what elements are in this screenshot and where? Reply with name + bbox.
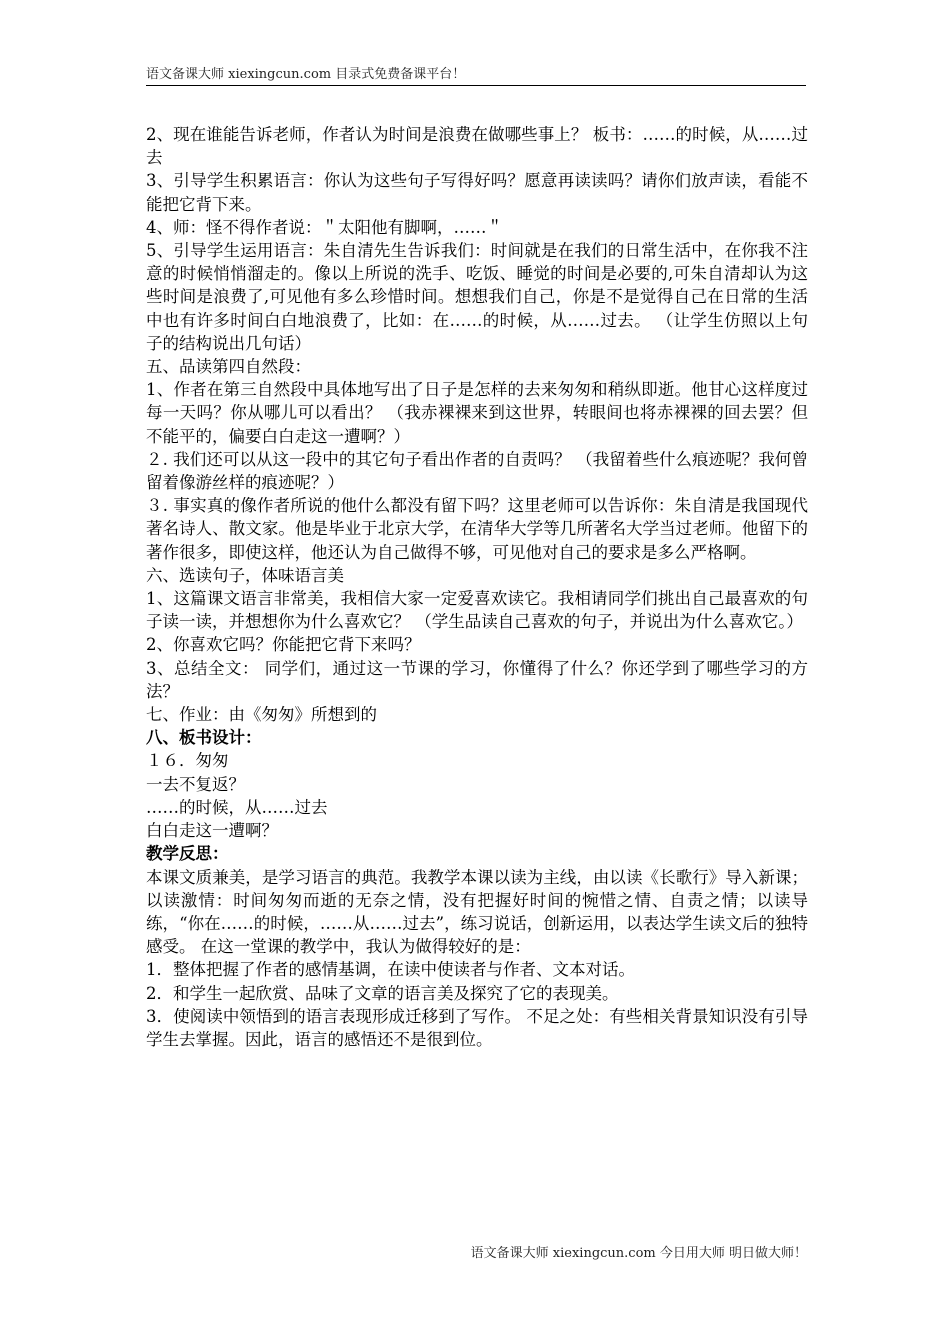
paragraph: 3、总结全文： 同学们，通过这一节课的学习，你懂得了什么？你还学到了哪些学习的方法？ bbox=[146, 658, 808, 701]
section-heading: 教学反思： bbox=[146, 844, 229, 864]
document-body bbox=[146, 123, 808, 1051]
paragraph: ２. 我们还可以从这一段中的其它句子看出作者的自责吗？ （我留着些什么痕迹呢？我何曾留着像游丝样的痕迹呢？） bbox=[146, 449, 808, 493]
paragraph: 1．整体把握了作者的感情基调，在读中使读者与作者、文本对话。 bbox=[146, 960, 635, 980]
paragraph: 一去不复返？ bbox=[146, 774, 245, 794]
paragraph: 5、引导学生运用语言：朱自清先生告诉我们：时间就是在我们的日常生活中，在你我不注意的时候悄悄溜走的。像以上所说的洗手、吃饭、睡觉的时间是必要的,可朱自清却认为这些时间是浪费了,可见他有多么珍惜时间。想想我们自己，你是不是觉得自己在日常的生活中也有许多时间白白地浪费了，比如：在……的时候，从……过去。 （让学生仿照以上句子的结构说出几句话） bbox=[146, 241, 808, 353]
paragraph: 2、现在谁能告诉老师，作者认为时间是浪费在做哪些事上？ 板书：……的时候，从……过去 bbox=[146, 125, 808, 168]
paragraph: 白白走这一遭啊？ bbox=[146, 821, 278, 841]
paragraph: 1、这篇课文语言非常美，我相信大家一定爱喜欢读它。我相请同学们挑出自己最喜欢的句子读一读，并想想你为什么喜欢它？ （学生品读自己喜欢的句子，并说出为什么喜欢它。） bbox=[146, 589, 808, 632]
paragraph: 4、师：怪不得作者说：＂太阳他有脚啊，……＂ bbox=[146, 217, 503, 237]
paragraph: 3．使阅读中领悟到的语言表现形成迁移到了写作。 不足之处：有些相关背景知识没有引导学生去掌握。因此，语言的感悟还不是很到位。 bbox=[146, 1006, 808, 1049]
paragraph: 五、品读第四自然段： bbox=[146, 357, 311, 377]
header-divider bbox=[146, 85, 806, 86]
page-footer: 语文备课大师 xiexingcun.com 今日用大师 明日做大师！ bbox=[470, 1246, 807, 1261]
paragraph: 1、作者在第三自然段中具体地写出了日子是怎样的去来匆匆和稍纵即逝。他甘心这样度过每一天吗？你从哪儿可以看出？ （我赤裸裸来到这世界，转眼间也将赤裸裸的回去罢？但不能平的，偏要白白走这一遭啊？） bbox=[146, 380, 808, 446]
paragraph: 七、作业：由《匆匆》所想到的 bbox=[146, 705, 377, 725]
paragraph: ３. 事实真的像作者所说的他什么都没有留下吗？这里老师可以告诉你：朱自清是我国现代著名诗人、散文家。他是毕业于北京大学，在清华大学等几所著名大学当过老师。他留下的著作很多，即使这样，他还认为自己做得不够，可见他对自己的要求是多么严格啊。 bbox=[146, 496, 808, 562]
paragraph: 3、引导学生积累语言：你认为这些句子写得好吗？愿意再读读吗？请你们放声读，看能不能把它背下来。 bbox=[146, 171, 808, 214]
paragraph: １６．匆匆 bbox=[146, 751, 229, 771]
paragraph: 六、选读句子，体味语言美 bbox=[146, 565, 344, 585]
paragraph: 2．和学生一起欣赏、品味了文章的语言美及探究了它的表现美。 bbox=[146, 983, 619, 1003]
paragraph: 2、你喜欢它吗？你能把它背下来吗？ bbox=[146, 635, 421, 655]
page-header: 语文备课大师 xiexingcun.com 目录式免费备课平台！ bbox=[146, 67, 466, 82]
section-heading: 八、板书设计： bbox=[146, 728, 262, 748]
paragraph: 本课文质兼美，是学习语言的典范。我教学本课以读为主线，由以读《长歌行》导入新课；以读激情：时间匆匆而逝的无奈之情，没有把握好时间的惋惜之情、自责之情；以读导练，“你在……的时候，……从……过去”，练习说话，创新运用，以表达学生读文后的独特感受。 在这一堂课的教学中，我认为做得较好的是： bbox=[146, 867, 808, 957]
paragraph: ……的时候，从……过去 bbox=[146, 797, 328, 817]
